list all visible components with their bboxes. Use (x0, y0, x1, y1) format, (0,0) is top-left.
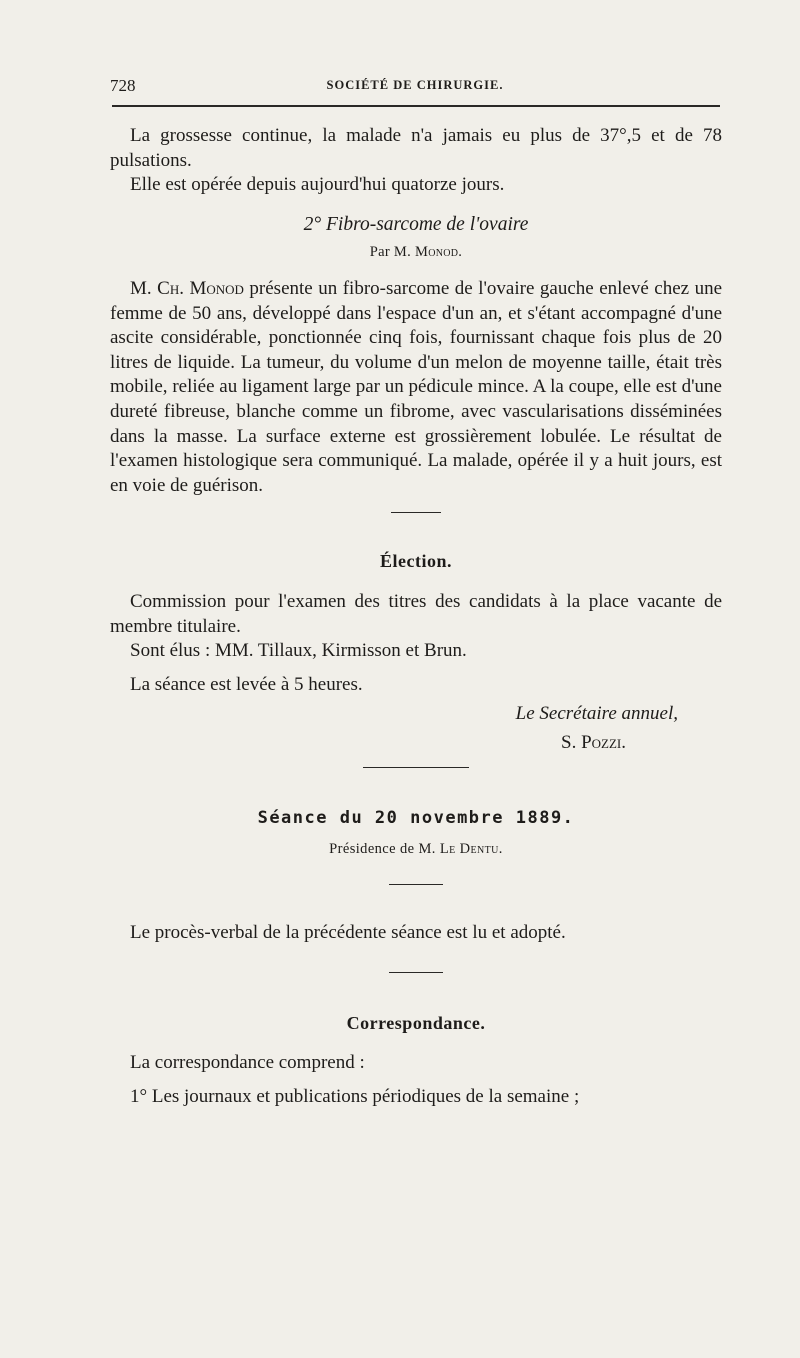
election-heading: Élection. (380, 551, 452, 572)
article-paragraph (110, 277, 722, 498)
correspondance-paragraph-2: 1° Les journaux et publications périodiques de la semaine ; (130, 1086, 580, 1108)
page-body (110, 124, 722, 1110)
page-number: 728 (110, 76, 136, 95)
running-title: SOCIÉTÉ DE CHIRURGIE. (326, 78, 504, 92)
author-name: Ch. Monod (157, 277, 244, 299)
presidence-prefix: Présidence de M. (329, 841, 436, 858)
section-divider (389, 972, 443, 973)
byline-prefix: Par M. (369, 244, 412, 261)
article-byline (110, 240, 722, 265)
election-paragraph-3: La séance est levée à 5 heures. (130, 673, 363, 695)
intro-paragraph-1: La grossesse continue, la malade n'a jamais eu plus de 37°,5 et de 78 pulsations. (110, 125, 722, 171)
seance-title: Séance du 20 novembre 1889. (257, 808, 575, 829)
election-paragraph-2: Sont élus : MM. Tillaux, Kirmisson et Brun. (130, 640, 467, 662)
section-divider (389, 884, 443, 885)
article-title: 2° Fibro-sarcome de l'ovaire (303, 213, 529, 235)
correspondance-heading: Correspondance. (346, 1013, 486, 1034)
byline-author: Monod. (415, 244, 463, 261)
signature-role: Le Secrétaire annuel, (515, 703, 678, 725)
running-header (110, 76, 720, 96)
signature-name (110, 731, 722, 756)
section-divider (363, 767, 469, 768)
election-paragraph-1: Commission pour l'examen des titres des candidats à la place vacante de membre titulaire. (110, 590, 722, 637)
author-prefix: M. (130, 277, 152, 299)
presidence-name: Le Dentu. (439, 841, 503, 858)
section-divider (391, 512, 441, 513)
signature-initial: S. (561, 731, 577, 753)
correspondance-paragraph-1: La correspondance comprend : (130, 1051, 365, 1073)
article-text: présente un fibro-sarcome de l'ovaire gauche enlevé chez une femme de 50 ans, développé dans l'espace d'un an, et s'étant accompagné d'une ascite considérable, ponctionnée cinq fois, fournissant chaque fois plus de 20 litres de liquide. La tumeur, du volume d'un melon de moyenne taille, était très mobile, reliée au ligament large par un pédicule mince. A la coupe, elle est d'une dureté fibreuse, blanche comme un fibrome, avec vascularisations disséminées dans la masse. La surface externe est grossièrement lobulée. Le résultat de l'examen histologique sera communiqué. La malade, opérée il y a huit jours, est en voie de guérison. (110, 277, 722, 496)
intro-paragraph-2: Elle est opérée depuis aujourd'hui quatorze jours. (130, 174, 505, 196)
proces-verbal: Le procès-verbal de la précédente séance est lu et adopté. (130, 921, 566, 943)
signature-surname: Pozzi. (581, 731, 626, 753)
seance-presidence (110, 837, 722, 862)
header-rule (112, 105, 720, 107)
